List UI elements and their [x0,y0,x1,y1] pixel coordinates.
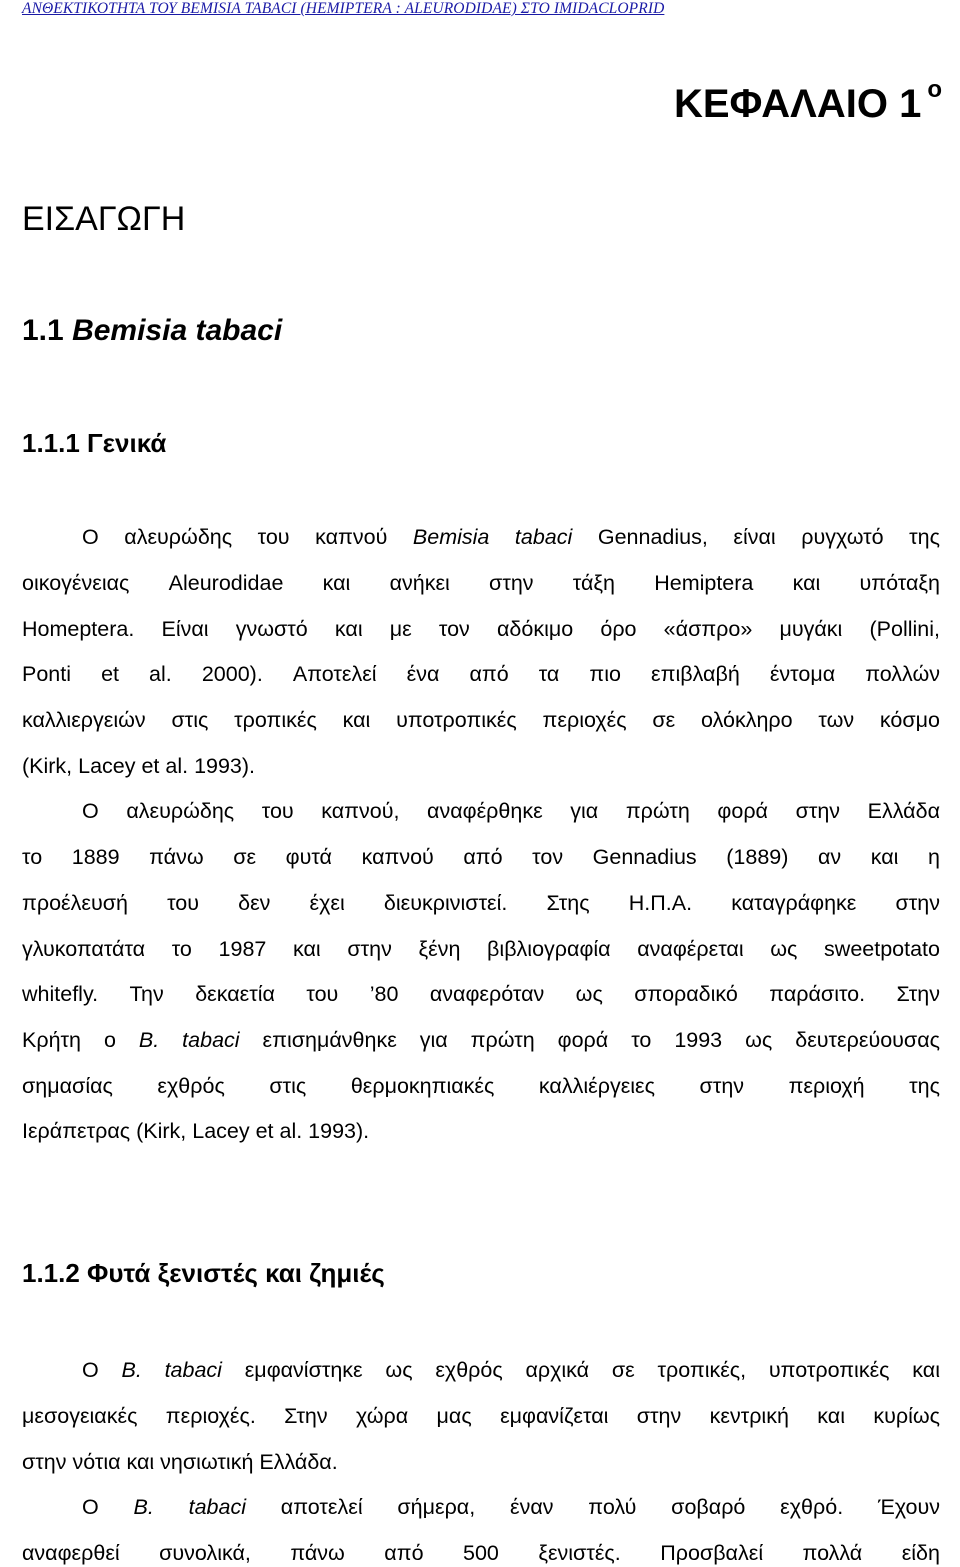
paragraph-2-line-6 [22,1026,940,1054]
text-run: αποτελεί σήμερα, έναν πολύ σοβαρό εχθρό. Έχουν [246,1495,940,1519]
species-name: B. tabaci [138,1028,240,1052]
paragraph-1-line-5: καλλιεργειών στις τροπικές και υποτροπικές περιοχές σε ολόκληρο των κόσμο [22,708,940,732]
paragraph-4-line-2: αναφερθεί συνολικά, πάνω από 500 ξενιστές. Προσβαλεί πολλά είδη [22,1541,940,1565]
paragraph-2-line-5: whitefly. Την δεκαετία του ’80 αναφερόταν ως σποραδικό παράσιτο. Στην [22,982,940,1006]
chapter-superscript: ο [927,76,942,103]
chapter-label: ΚΕΦΑΛΑΙΟ 1 [673,82,922,126]
paragraph-2-line-3: προέλευσή του δεν έχει διευκρινιστεί. Στης Η.Π.Α. καταγράφηκε στην [22,891,940,915]
paragraph-2-line-2: το 1889 πάνω σε φυτά καπνού από τον Gennadius (1889) αν και η [22,845,940,869]
paragraph-4-line-1 [82,1493,940,1521]
text-run: Ο [82,1495,134,1519]
species-name: B. tabaci [121,1358,222,1382]
heading-introduction: ΕΙΣΑΓΩΓΗ [22,200,186,238]
text-run: Ο [82,1358,122,1382]
paragraph-2-line-8: Ιεράπετρας (Kirk, Lacey et al. 1993). [22,1119,370,1143]
text-run: εμφανίστηκε ως εχθρός αρχικά σε τροπικές, υποτροπικές και [221,1358,940,1382]
section-title: Bemisia tabaci [72,314,283,347]
paragraph-2-line-4: γλυκοπατάτα το 1987 και στην ξένη βιβλιογραφία αναφέρεται ως sweetpotato [22,937,940,961]
paragraph-3-line-2: μεσογειακές περιοχές. Στην χώρα μας εμφανίζεται στην κεντρική και κυρίως [22,1404,940,1428]
text-run: Gennadius, είναι ρυγχωτό της [572,525,940,549]
heading-section-1-1 [22,314,282,348]
paragraph-1-line-1 [82,523,940,551]
species-name: Bemisia tabaci [412,525,573,549]
paragraph-1-line-3: Homeptera. Είναι γνωστό και με τον αδόκιμο όρο «άσπρο» μυγάκι (Pollini, [22,617,940,641]
heading-section-1-1-1: 1.1.1 Γενικά [22,428,167,458]
heading-section-1-1-2: 1.1.2 Φυτά ξενιστές και ζημιές [22,1258,385,1288]
chapter-title [673,76,942,127]
paragraph-1-line-6: (Kirk, Lacey et al. 1993). [22,754,256,778]
paragraph-2-line-1: Ο αλευρώδης του καπνού, αναφέρθηκε για πρώτη φορά στην Ελλάδα [82,799,940,823]
text-run: Ο αλευρώδης του καπνού [82,525,413,549]
paragraph-3-line-3: στην νότια και νησιωτική Ελλάδα. [22,1450,338,1474]
text-run: Κρήτη ο [22,1028,139,1052]
paragraph-3-line-1 [82,1356,940,1384]
species-name: B. tabaci [133,1495,246,1519]
paragraph-1-line-4: Ponti et al. 2000). Αποτελεί ένα από τα πιο επιβλαβή έντομα πολλών [22,662,940,686]
paragraph-1-line-2: οικογένειας Aleurodidae και ανήκει στην τάξη Hemiptera και υπόταξη [22,571,940,595]
text-run: επισημάνθηκε για πρώτη φορά το 1993 ως δευτερεύουσας [239,1028,940,1052]
section-number: 1.1 [22,314,64,347]
paragraph-2-line-7: σημασίας εχθρός στις θερμοκηπιακές καλλιέργειες στην περιοχή της [22,1074,940,1098]
running-header: ΑΝΘΕΚΤΙΚΟΤΗΤΑ ΤΟΥ BEMISIA TABACI (HEMIPTERA : ALEURODIDAE) ΣΤΟ IMIDACLOPRID [22,0,665,17]
